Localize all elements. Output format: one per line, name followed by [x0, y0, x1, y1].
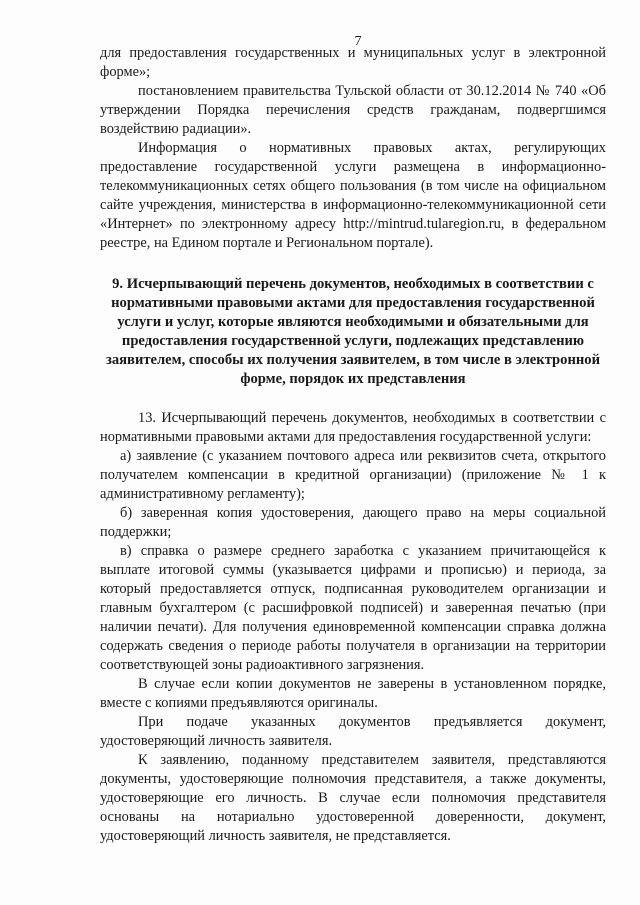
paragraph-item-13: 13. Исчерпывающий перечень документов, необходимых в соответствии с нормативными правовыми актами для предоставления государственной услуги:: [100, 410, 606, 445]
paragraph-services-form: для предоставления государственных и муниципальных услуг в электронной форме»;: [100, 45, 606, 80]
list-item-a: а) заявление (с указанием почтового адреса или реквизитов счета, открытого получателем компенсации в кредитной организации) (приложение № 1 к административному регламенту);: [100, 448, 606, 502]
list-item-v: в) справка о размере среднего заработка с указанием причитающейся к выплате итоговой суммы (указывается цифрами и прописью) и периода, за который предоставляется отпуск, подписанная руководителем организации и главным бухгалтером (с расшифровкой подписей) и заверенная печатью (при наличии печати). Для получения единовременной компенсации справка должна содержать сведения о периоде работы получателя в организации на территории соответствующей зоны радиоактивного загрязнения.: [100, 543, 606, 673]
spacer: [100, 389, 606, 409]
paragraph-identity: При подаче указанных документов предъявляется документ, удостоверяющий личность заявителя.: [100, 714, 606, 749]
paragraph-info-placement: Информация о нормативных правовых актах, регулирующих предоставление государственной услуги размещена в информационно-телекоммуникационных сетях общего пользования (в том числе на официальном сайте учреждения, министерства в информационно-телекоммуникационной сети «Интернет» по электронному адресу http://mintrud.tularegion.ru, в федеральном реестре, на Едином портале и Региональном портале).: [100, 140, 606, 251]
page-number: 7: [354, 34, 362, 49]
paragraph-representative: К заявлению, поданному представителем заявителя, представляются документы, удостоверяющие полномочия представителя, а также документы, удостоверяющие его личность. В случае если полномочия представителя основаны на нотариально удостоверенной доверенности, документ, удостоверяющий личность заявителя, не представляется.: [100, 752, 606, 844]
page-content: [100, 44, 606, 846]
list-item-b: б) заверенная копия удостоверения, дающего право на меры социальной поддержки;: [100, 505, 606, 540]
paragraph-regulation-740: постановлением правительства Тульской области от 30.12.2014 № 740 «Об утверждении Порядка перечисления средств гражданам, подвергшимся воздействию радиации».: [100, 83, 606, 137]
section-heading: 9. Исчерпывающий перечень документов, необходимых в соответствии с нормативными правовыми актами для предоставления государственной услуги и услуг, которые являются необходимыми и обязательными для предоставления государственной услуги, подлежащих представлению заявителем, способы их получения заявителем, в том числе в электронной форме, порядок их представления: [106, 276, 600, 387]
spacer: [100, 253, 606, 275]
paragraph-copies: В случае если копии документов не заверены в установленном порядке, вместе с копиями предъявляются оригиналы.: [100, 676, 606, 711]
